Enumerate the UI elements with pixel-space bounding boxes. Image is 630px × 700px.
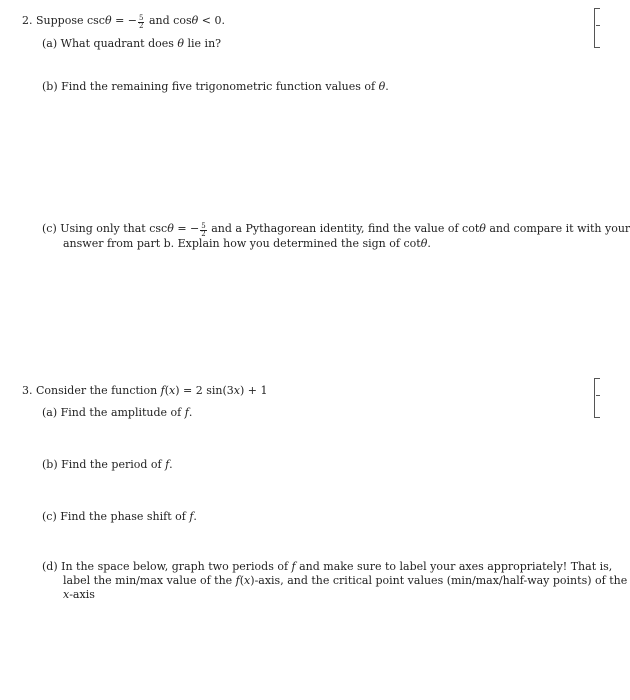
- part-2b: (b) Find the remaining five trigonometric function values of θ.: [42, 80, 389, 93]
- part-3d-line2: label the min/max value of the f(x)-axis, and the critical point values (min/max/half-way points) of the: [63, 574, 628, 587]
- score-box-tick: [596, 395, 600, 396]
- problem-number: 2.: [22, 14, 33, 27]
- part-3d-line3: x-axis: [63, 588, 95, 601]
- score-box-bracket: [594, 8, 600, 48]
- problem-number: 3.: [22, 384, 33, 397]
- part-2c: (c) Using only that cscθ = − $\frac{5}{2}$ and a Pythagorean identity, find the value of cotθ and compare it with your: [42, 222, 630, 238]
- fraction: $\frac{5}{2}$: [201, 222, 206, 238]
- part-2a: (a) What quadrant does θ lie in?: [42, 37, 222, 50]
- fraction: $\frac{5}{2}$: [139, 14, 144, 30]
- part-3b: (b) Find the period of f.: [42, 458, 173, 471]
- part-3c: (c) Find the phase shift of f.: [42, 510, 197, 523]
- part-3a: (a) Find the amplitude of f.: [42, 406, 193, 419]
- problem-3-stem: 3. Consider the function f(x) = 2 sin(3x) + 1: [22, 384, 268, 397]
- problem-2-stem: 2. Suppose cscθ = − $\frac{5}{2}$ and cosθ < 0.: [22, 14, 225, 30]
- part-2c-line2: answer from part b. Explain how you determined the sign of cotθ.: [63, 237, 431, 250]
- score-box-tick: [596, 25, 600, 26]
- score-box-bracket: [594, 378, 600, 418]
- part-3d: (d) In the space below, graph two periods of f and make sure to label your axes appropriately! That is,: [42, 560, 613, 573]
